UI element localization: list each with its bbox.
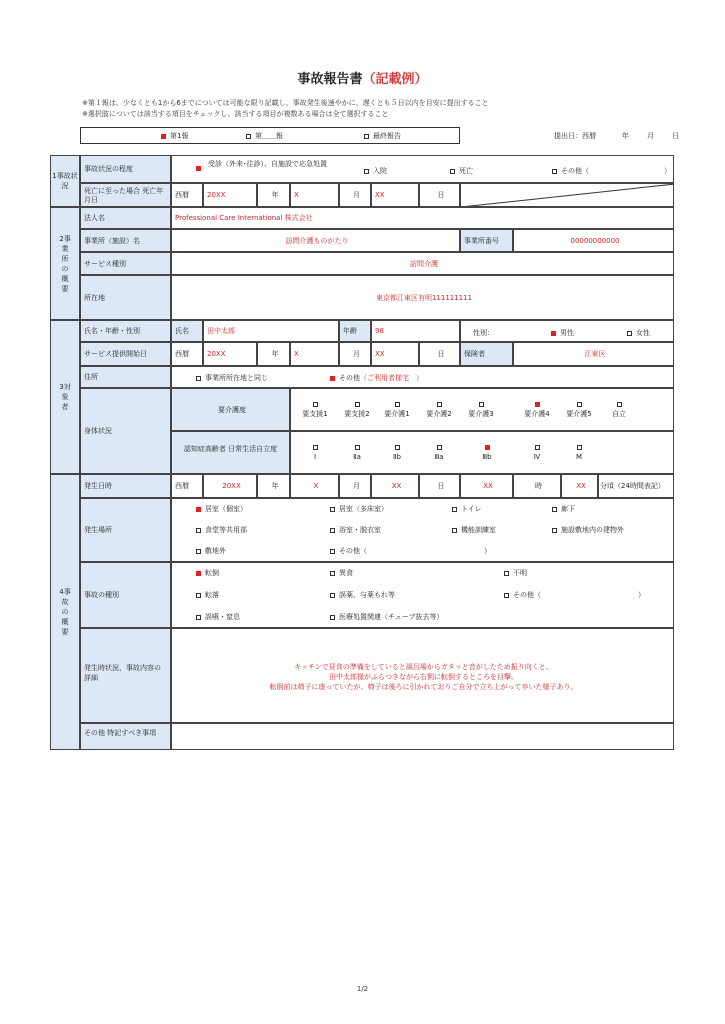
checkbox-icon[interactable]: [196, 593, 201, 598]
place-option[interactable]: 浴室・脱衣室: [330, 525, 381, 535]
checkbox-icon[interactable]: [479, 402, 484, 407]
place-option[interactable]: 機能訓練室: [452, 525, 496, 535]
care-level-option[interactable]: 要支援2: [337, 399, 377, 419]
subject-address-options: [171, 366, 674, 388]
section-2-label: 2事業所の概要: [50, 207, 80, 320]
detail-text: キッチンで昼食の準備をしていると風呂場からガタッと音がしたため振り向くと、 田中太郎様がふらつきながら右側に転倒するところを目撃。 転倒前は椅子に座っていたが、椅子は後ろに引かれておりご自分で立ち上がって歩いた様子あり。: [269, 663, 578, 691]
death-year[interactable]: 20XX: [203, 183, 257, 207]
checkbox-icon[interactable]: [552, 169, 557, 174]
start-month[interactable]: X: [290, 342, 339, 366]
checkbox-icon[interactable]: [452, 528, 457, 533]
checkbox-icon[interactable]: [395, 402, 400, 407]
checkbox-icon[interactable]: [577, 402, 582, 407]
dementia-level-option[interactable]: Ⅲa: [419, 442, 459, 462]
place-option[interactable]: 廊下: [552, 504, 575, 514]
checkbox-icon[interactable]: [452, 507, 457, 512]
checkbox-icon[interactable]: [552, 507, 557, 512]
checkbox-icon[interactable]: [330, 615, 335, 620]
accident-type-option[interactable]: 誤嚥・窒息: [196, 612, 240, 622]
checkbox-icon[interactable]: [364, 169, 369, 174]
occur-month[interactable]: X: [290, 474, 339, 498]
dementia-level-option[interactable]: Ⅱa: [337, 442, 377, 462]
place-option[interactable]: 施設敷地内の建物外: [552, 525, 624, 535]
checkbox-icon[interactable]: [196, 528, 201, 533]
checkbox-icon[interactable]: [535, 445, 540, 450]
instruction-note-2: ※選択肢については該当する項目をチェックし、該当する項目が複数ある場合は全て選択すること: [82, 110, 389, 118]
checkbox-icon[interactable]: [330, 593, 335, 598]
checkbox-icon[interactable]: [504, 593, 509, 598]
checkbox-icon[interactable]: [395, 445, 400, 450]
place-option[interactable]: 敷地外: [196, 546, 226, 556]
checkbox-icon[interactable]: [246, 134, 251, 139]
place-options: 居室（個室） 居室（多床室） トイレ 廊下 食堂等共用部 浴室・脱衣室 機能訓練室 施設敷地内の建物外 敷地外 その他（ ）: [171, 498, 674, 562]
care-level-option[interactable]: 要介護3: [461, 399, 501, 419]
occur-year[interactable]: 20XX: [203, 474, 257, 498]
checkbox-icon[interactable]: [313, 402, 318, 407]
checkbox-icon[interactable]: [577, 445, 582, 450]
report-type-box: [80, 127, 460, 144]
report-type-final[interactable]: 最終報告: [364, 131, 401, 141]
office-number-field[interactable]: 00000000000: [513, 229, 674, 252]
place-option[interactable]: その他（: [330, 546, 367, 556]
page-title: 事故報告書（記載例）: [297, 72, 428, 87]
checkbox-icon[interactable]: [437, 445, 442, 450]
other-notes-field[interactable]: [171, 723, 674, 750]
checkbox-icon[interactable]: [535, 402, 540, 407]
accident-type-option[interactable]: 転倒: [196, 568, 219, 578]
submit-date: 提出日：西暦 年 月 日: [554, 132, 679, 140]
death-date-label: 死亡に至った場合 死亡年月日: [80, 183, 171, 207]
checkbox-icon[interactable]: [355, 445, 360, 450]
severity-option-1[interactable]: [196, 164, 205, 172]
place-option[interactable]: 居室（個室）: [196, 504, 247, 514]
death-day[interactable]: XX: [371, 183, 419, 207]
severity-options: 受診（外来･往診）、自施設で応急処置 入院 死亡 その他（ ）: [171, 155, 674, 183]
address-other[interactable]: その他（ご利用者様宅 ）: [330, 373, 423, 383]
care-level-option[interactable]: 要介護5: [559, 399, 599, 419]
sex-female[interactable]: 女性: [627, 328, 650, 338]
checkbox-icon[interactable]: [504, 571, 509, 576]
severity-option-4[interactable]: その他（: [552, 166, 589, 176]
checkbox-icon[interactable]: [551, 331, 556, 336]
accident-detail-field[interactable]: [171, 628, 674, 723]
dementia-level-option[interactable]: Ⅳ: [517, 442, 557, 462]
accident-type-option[interactable]: 医療処置関連（チューブ抜去等）: [330, 612, 443, 622]
checkbox-icon[interactable]: [617, 402, 622, 407]
report-type-nth[interactable]: 第＿＿報: [246, 131, 283, 141]
accident-type-option[interactable]: 転落: [196, 590, 219, 600]
insurer-field[interactable]: 江東区: [513, 342, 674, 366]
care-level-options: [290, 388, 674, 431]
dementia-level-option[interactable]: Ⅰ: [295, 442, 335, 462]
checkbox-icon[interactable]: [364, 134, 369, 139]
dementia-level-option[interactable]: M: [559, 442, 599, 462]
checkbox-icon[interactable]: [196, 507, 201, 512]
diagonal-cell: [460, 183, 674, 207]
checkbox-icon[interactable]: [196, 549, 201, 554]
checkbox-icon[interactable]: [330, 571, 335, 576]
severity-option-3[interactable]: 死亡: [450, 166, 473, 176]
checkbox-icon[interactable]: [196, 571, 201, 576]
checkbox-icon[interactable]: [330, 376, 335, 381]
checkbox-icon[interactable]: [552, 528, 557, 533]
checkbox-icon[interactable]: [196, 166, 201, 171]
subject-name-field[interactable]: 田中太郎: [203, 320, 339, 342]
instruction-note-1: ※第１報は、少なくとも1から6までについては可能な限り記載し、事故発生後速やかに、遅くとも５日以内を目安に提出すること: [82, 99, 489, 107]
care-level-option[interactable]: 要介護2: [419, 399, 459, 419]
occur-day[interactable]: XX: [371, 474, 419, 498]
place-option[interactable]: 居室（多床室）: [330, 504, 388, 514]
checkbox-icon[interactable]: [355, 402, 360, 407]
sex-male[interactable]: 男性: [551, 328, 574, 338]
report-type-first[interactable]: 第1報: [161, 131, 188, 141]
checkbox-icon[interactable]: [485, 445, 490, 450]
sex-field: 性別： 男性 女性: [460, 320, 674, 342]
checkbox-icon[interactable]: [313, 445, 318, 450]
address-same[interactable]: 事業所所在地と同じ: [196, 373, 268, 383]
severity-label: 事故状況の程度: [80, 155, 171, 183]
accident-type-option[interactable]: 不明: [504, 568, 527, 578]
dementia-level-option[interactable]: Ⅱb: [377, 442, 417, 462]
checkbox-icon[interactable]: [330, 528, 335, 533]
occur-minute[interactable]: XX: [561, 474, 598, 498]
subject-age-field[interactable]: 98: [371, 320, 460, 342]
checkbox-icon[interactable]: [196, 376, 201, 381]
checkbox-icon[interactable]: [450, 169, 455, 174]
checkbox-icon[interactable]: [627, 331, 632, 336]
accident-type-option[interactable]: その他（: [504, 590, 541, 600]
section-1-label: 1事故状況: [50, 155, 80, 207]
service-type-field[interactable]: 訪問介護: [171, 252, 674, 275]
occur-hour[interactable]: XX: [460, 474, 513, 498]
corp-name-field[interactable]: Professional Care International 株式会社: [171, 207, 674, 229]
accident-type-option[interactable]: 誤薬、与薬もれ等: [330, 590, 395, 600]
checkbox-icon[interactable]: [437, 402, 442, 407]
office-address-field[interactable]: 東京都江東区有明111111111: [171, 275, 674, 320]
place-option[interactable]: トイレ: [452, 504, 482, 514]
place-option[interactable]: 食堂等共用部: [196, 525, 247, 535]
page-number: 1/2: [356, 985, 369, 993]
section-4-label: 4事故の概要: [50, 474, 80, 750]
section-3-label: 3対象者: [50, 320, 80, 474]
accident-type-options: 転倒 異食 不明 転落 誤薬、与薬もれ等 その他（ 誤嚥・窒息 医療処置関連（チューブ抜去等） ）: [171, 562, 674, 628]
checkbox-icon[interactable]: [330, 549, 335, 554]
office-name-field[interactable]: 訪問介護ものがたり: [171, 229, 460, 252]
start-year[interactable]: 20XX: [203, 342, 257, 366]
checkbox-icon[interactable]: [161, 134, 166, 139]
death-month[interactable]: X: [290, 183, 339, 207]
severity-option-2[interactable]: 入院: [364, 166, 387, 176]
care-level-option[interactable]: 要介護1: [377, 399, 417, 419]
start-day[interactable]: XX: [371, 342, 419, 366]
accident-type-option[interactable]: 異食: [330, 568, 353, 578]
dementia-level-options: [290, 431, 674, 474]
dementia-level-option[interactable]: Ⅲb: [467, 442, 507, 462]
checkbox-icon[interactable]: [196, 615, 201, 620]
checkbox-icon[interactable]: [330, 507, 335, 512]
care-level-option[interactable]: 要介護4: [517, 399, 557, 419]
care-level-option[interactable]: 自立: [599, 399, 639, 419]
care-level-option[interactable]: 要支援1: [295, 399, 335, 419]
